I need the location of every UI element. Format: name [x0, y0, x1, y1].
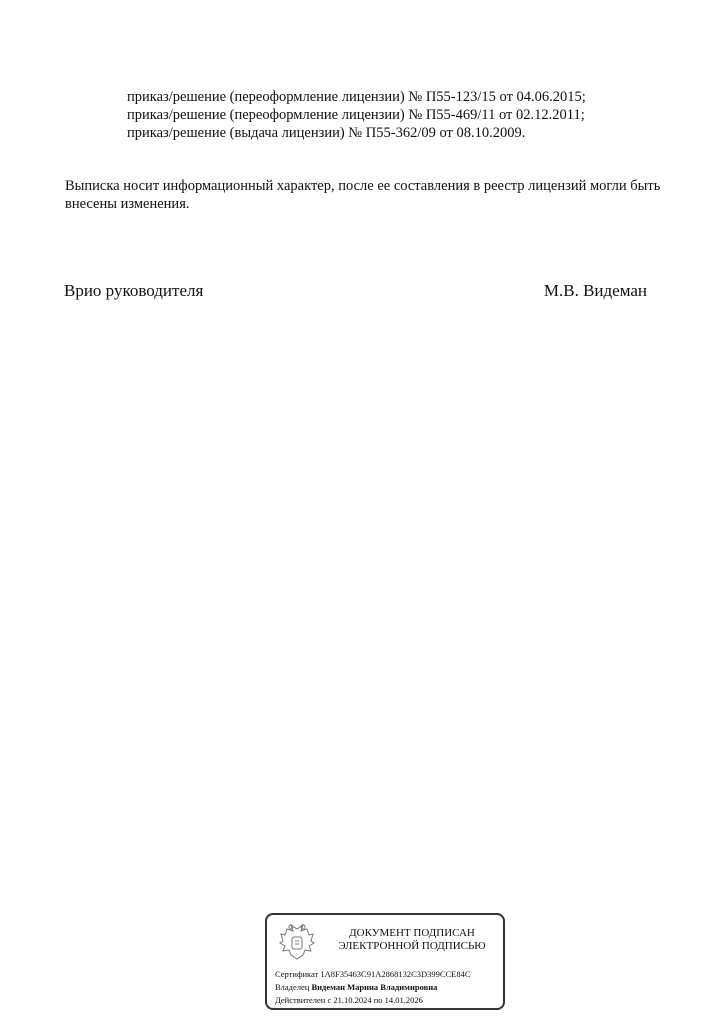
- license-orders-list: [127, 88, 586, 142]
- signer-name: М.В. Видеман: [543, 281, 647, 300]
- signer-title: Врио руководителя: [64, 281, 204, 300]
- informational-note: Выписка носит информационный характер, после ее составления в реестр лицензий могли быть внесены изменения.: [65, 178, 661, 212]
- stamp-certificate-row: [275, 968, 471, 981]
- order-line-2: приказ/решение (переоформление лицензии) № П55-469/11 от 02.12.2011;: [127, 107, 585, 123]
- stamp-header-line1: ДОКУМЕНТ ПОДПИСАН: [349, 927, 475, 939]
- coat-of-arms-icon: [277, 921, 317, 963]
- certificate-value: 1A8F35463C91A2868132C3D399CCE84C: [320, 969, 471, 979]
- order-line-1: приказ/решение (переоформление лицензии) № П55-123/15 от 04.06.2015;: [127, 89, 586, 105]
- stamp-validity: Действителен с 21.10.2024 по 14.01.2026: [275, 995, 423, 1005]
- certificate-label: Сертификат: [275, 969, 319, 979]
- stamp-header-line2: ЭЛЕКТРОННОЙ ПОДПИСЬЮ: [338, 940, 486, 952]
- order-line-3: приказ/решение (выдача лицензии) № П55-362/09 от 08.10.2009.: [127, 125, 526, 141]
- stamp-details: [275, 968, 471, 1007]
- owner-value: Видеман Марина Владимировна: [311, 982, 438, 992]
- stamp-owner-row: [275, 981, 471, 994]
- stamp-header: [323, 927, 501, 953]
- electronic-signature-stamp: [265, 913, 505, 1010]
- owner-label: Владелец: [275, 982, 310, 992]
